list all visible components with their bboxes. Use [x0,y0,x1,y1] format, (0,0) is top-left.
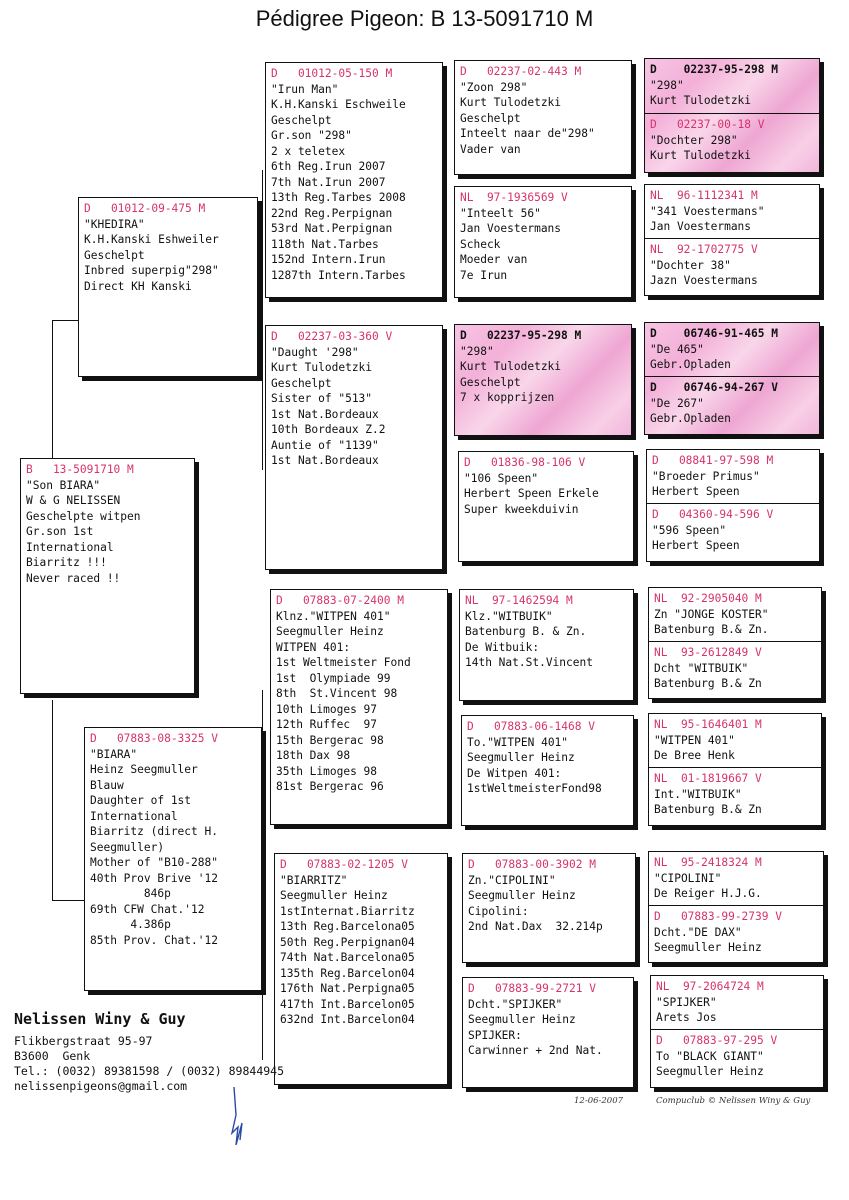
pedigree-ancestor-bottom [651,1029,823,1087]
pigeon-info-line: Biarritz (direct H. [90,825,218,838]
ring-number: D 07883-02-1205 V [280,858,408,871]
ring-number: D 07883-06-1468 V [467,720,595,733]
pigeon-info-line: Jan Voestermans [650,220,752,233]
pigeon-info-line: 74th Nat.Barcelona05 [280,951,415,964]
pigeon-info-line: "CIPOLINI" [654,871,722,885]
pigeon-info-line: "298" [460,344,494,358]
signature-mark [222,1085,252,1165]
pigeon-info-line: Geschelpte witpen [26,509,141,523]
pedigree-ancestor-top [645,59,819,113]
pigeon-info-line: "596 Speen" [652,523,727,537]
pigeon-info-line: Kurt Tulodetzki [460,360,562,373]
pigeon-info-line: Heinz Seegmuller [90,763,198,776]
pigeon-info-line: "SPIJKER" [656,995,717,1009]
pigeon-info-line: K.H.Kanski Eshweiler [84,233,219,246]
pedigree-ancestor-bottom [649,641,821,698]
pigeon-info-line: 10th Bordeaux Z.2 [271,423,386,436]
pigeon-info-line: 1st Nat.Bordeaux [271,454,379,467]
pigeon-info-line: 1st Olympiade 99 [276,671,391,685]
pigeon-info-line: 13th Reg.Tarbes 2008 [271,191,406,204]
pedigree-sss-box [454,60,632,175]
pigeon-info-line: 69th CFW Chat.'12 [90,902,205,916]
pigeon-info-line: "Zoon 298" [460,80,528,94]
pigeon-info-line: 8th St.Vincent 98 [276,687,398,700]
pigeon-info-line: Zn "JONGE KOSTER" [654,607,769,621]
owner-name: Nelissen Winy & Guy [14,1010,186,1028]
pigeon-info-line: 13th Reg.Barcelona05 [280,920,415,933]
ring-number: NL 96-1112341 M [650,189,758,202]
pigeon-info-line: "Irun Man" [271,82,339,96]
pedigree-g4-box [646,449,820,562]
owner-city-line: B3600 Genk [14,1049,91,1063]
pigeon-info-line: Geschelpt [271,113,332,127]
ring-number: NL 92-2905040 M [654,592,762,605]
pigeon-info-line: 846p [90,887,171,900]
pigeon-info-line: Seegmuller Heinz [467,751,575,764]
pigeon-info-line: Jan Voestermans [460,222,562,235]
ring-number: D 07883-99-2721 V [468,982,596,995]
pigeon-info-line: "BIARRITZ" [280,873,348,887]
pigeon-info-line: 6th Reg.Irun 2007 [271,160,386,173]
connector-line [52,900,84,901]
pedigree-ss-box [265,62,443,298]
ring-number: D 01012-05-150 M [271,67,393,80]
ring-number: NL 92-1702775 V [650,243,758,256]
pigeon-info-line: Arets Jos [656,1011,717,1024]
ring-number: D 02237-00-18 V [650,118,765,131]
pigeon-info-line: Sister of "513" [271,392,373,405]
pigeon-info-line: Geschelpt [460,375,521,389]
pigeon-info-line: To."WITPEN 401" [467,735,569,749]
pedigree-ancestor-bottom [649,767,821,825]
pigeon-info-line: Seegmuller Heinz [468,1013,576,1026]
pigeon-info-line: Gebr.Opladen [650,412,731,425]
pigeon-info-line: Dcht "WITBUIK" [654,661,749,675]
pigeon-info-line: 1st Nat.Bordeaux [271,407,379,421]
pedigree-ancestor-bottom [645,238,819,295]
pedigree-sds-box [454,324,632,436]
ring-number: NL 95-2418324 M [654,856,762,869]
pigeon-info-line: "De 465" [650,342,704,356]
pedigree-ancestor-bottom [647,503,819,561]
pedigree-dds-box [462,853,636,963]
pedigree-ddd-box [462,977,634,1088]
pigeon-info-line: "Broeder Primus" [652,469,760,483]
pedigree-ancestor-bottom [645,113,819,172]
pigeon-info-line: Seegmuller Heinz [654,941,762,954]
pigeon-info-line: Jazn Voestermans [650,274,758,287]
pigeon-info-line: De Witbuik: [465,640,540,654]
footer-credit: Compuclub © Nelissen Winy & Guy [656,1096,811,1106]
pedigree-g5-box [648,587,822,699]
pedigree-sire-box [78,197,258,377]
pigeon-info-line: Super kweekduivin [464,502,579,516]
pedigree-ancestor-top [645,323,819,376]
pigeon-info-line: "BIARA" [90,747,138,761]
pigeon-info-line: 4.386p [90,918,171,931]
pigeon-info-line: 2 x teletex [271,144,346,158]
connector-line [52,320,78,321]
pigeon-info-line: Geschelpt [460,111,521,125]
footer-date: 12-06-2007 [574,1096,624,1106]
pedigree-ancestor-top [651,976,823,1029]
pigeon-info-line: SPIJKER: [468,1028,522,1042]
pigeon-info-line: 632nd Int.Barcelon04 [280,1013,415,1026]
pigeon-info-line: K.H.Kanski Eschweile [271,98,406,111]
ring-number: D 08841-97-598 M [652,454,774,467]
pigeon-info-line: Cipolini: [468,904,529,918]
ring-number: NL 97-1462594 M [465,594,573,607]
owner-address-line: Flikbergstraat 95-97 [14,1034,153,1048]
pigeon-info-line: Seegmuller Heinz [276,625,384,638]
pigeon-info-line: Kurt Tulodetzki [271,361,373,374]
pigeon-info-line: Herbert Speen Erkele [464,487,599,500]
pedigree-g2-box [644,184,820,296]
pigeon-info-line: De Witpen 401: [467,766,562,780]
pigeon-info-line: Blauw [90,778,124,792]
pigeon-info-line: 135th Reg.Barcelon04 [280,966,415,980]
pigeon-info-line: Daughter of 1st [90,794,192,807]
ring-number: D 04360-94-596 V [652,508,774,521]
pigeon-info-line: Batenburg B.& Zn. [654,623,769,636]
pigeon-info-line: Kurt Tulodetzki [460,96,562,109]
pigeon-info-line: "KHEDIRA" [84,217,145,231]
pedigree-subject-box [20,458,195,694]
pedigree-dss-box [459,589,634,701]
pigeon-info-line: Biarritz !!! [26,556,107,569]
pigeon-info-line: 7th Nat.Irun 2007 [271,175,386,189]
pigeon-info-line: 18th Dax 98 [276,749,351,762]
pigeon-info-line: 22nd Reg.Perpignan [271,206,393,220]
pigeon-info-line: 81st Bergerac 96 [276,780,384,793]
pigeon-info-line: Seegmuller Heinz [280,889,388,902]
pigeon-info-line: 35th Limoges 98 [276,764,378,778]
pigeon-info-line: 53rd Nat.Perpignan [271,222,393,235]
pedigree-sd-box [265,325,443,570]
pigeon-info-line: "WITPEN 401" [654,733,735,747]
pigeon-info-line: 40th Prov Brive '12 [90,871,218,885]
pigeon-info-line: Kurt Tulodetzki [650,94,752,107]
pedigree-ancestor-top [649,588,821,641]
pigeon-info-line: De Bree Henk [654,749,735,762]
ring-number: NL 95-1646401 M [654,718,762,731]
ring-number: D 02237-02-443 M [460,65,582,78]
pigeon-info-line: Geschelpt [84,248,145,262]
pigeon-info-line: "Son BIARA" [26,478,101,492]
page-title: Pédigree Pigeon: B 13-5091710 M [255,6,594,31]
connector-line [262,170,263,470]
pigeon-info-line: Carwinner + 2nd Nat. [468,1044,603,1057]
pigeon-info-line: "Dochter 38" [650,258,731,272]
pigeon-info-line: To "BLACK GIANT" [656,1049,764,1063]
pigeon-info-line: 1stInternat.Biarritz [280,904,415,918]
pedigree-ancestor-top [649,852,823,905]
pigeon-info-line: "Dochter 298" [650,133,738,147]
pedigree-ds-box [270,589,448,825]
pedigree-sdd-box [458,451,634,562]
pigeon-info-line: "Inteelt 56" [460,206,541,220]
pigeon-info-line: "106 Speen" [464,471,539,485]
ring-number: D 01012-09-475 M [84,202,206,215]
ring-number: D 07883-08-3325 V [90,732,218,745]
ring-number: D 07883-07-2400 M [276,594,404,607]
pedigree-g8-box [650,975,824,1088]
connector-line [262,690,263,1060]
pigeon-info-line: De Reiger H.J.G. [654,887,762,900]
pedigree-ssd-box [454,186,632,298]
ring-number: D 07883-97-295 V [656,1034,778,1047]
pedigree-ancestor-top [649,714,821,767]
pigeon-info-line: Int."WITBUIK" [654,787,742,801]
ring-number: NL 97-2064724 M [656,980,764,993]
pedigree-g7-box [648,851,824,963]
pigeon-info-line: 14th Nat.St.Vincent [465,656,593,669]
pigeon-info-line: Batenburg B.& Zn [654,677,762,690]
pigeon-info-line: Herbert Speen [652,539,740,552]
pigeon-info-line: 176th Nat.Perpigna05 [280,982,415,995]
pigeon-info-line: Inteelt naar de"298" [460,127,595,140]
pigeon-info-line: Vader van [460,142,521,156]
pedigree-ancestor-bottom [645,376,819,434]
pigeon-info-line: Geschelpt [271,376,332,390]
ring-number: D 02237-95-298 M [650,63,778,76]
ring-number: D 07883-00-3902 M [468,858,596,871]
pigeon-info-line: 50th Reg.Perpignan04 [280,935,415,949]
pigeon-info-line: Scheck [460,237,501,251]
pigeon-info-line: Zn."CIPOLINI" [468,873,556,887]
ring-number: NL 01-1819667 V [654,772,762,785]
ring-number: D 07883-99-2739 V [654,910,782,923]
pigeon-info-line: International [90,809,178,823]
connector-line [52,700,53,900]
pedigree-ancestor-top [647,450,819,503]
pigeon-info-line: "Daught '298" [271,345,359,359]
pigeon-info-line: Direct KH Kanski [84,279,192,293]
pigeon-info-line: 1287th Intern.Tarbes [271,268,406,282]
pedigree-g3-box [644,322,820,435]
pigeon-info-line: Gr.son 1st [26,525,94,538]
pigeon-info-line: Seegmuller Heinz [656,1065,764,1078]
pigeon-info-line: 10th Limoges 97 [276,702,378,716]
pigeon-info-line: Batenburg B.& Zn [654,803,762,816]
pedigree-ancestor-top [645,185,819,238]
pedigree-g1-box [644,58,820,173]
pigeon-info-line: 2nd Nat.Dax 32.214p [468,920,603,933]
pigeon-info-line: Moeder van [460,253,528,266]
pigeon-info-line: WITPEN 401: [276,640,351,654]
pigeon-info-line: 417th Int.Barcelon05 [280,997,415,1011]
pigeon-info-line: International [26,540,114,554]
ring-number: D 01836-98-106 V [464,456,586,469]
ring-number: B 13-5091710 M [26,463,134,476]
pigeon-info-line: Mother of "B10-288" [90,856,218,869]
pigeon-info-line: "341 Voestermans" [650,204,765,218]
pigeon-info-line: Herbert Speen [652,485,740,498]
ring-number: NL 97-1936569 V [460,191,568,204]
connector-line [52,320,53,460]
pigeon-info-line: Gr.son "298" [271,129,352,142]
pigeon-info-line: Kurt Tulodetzki [650,149,752,162]
ring-number: D 02237-95-298 M [460,329,582,342]
pigeon-info-line: Klnz."WITPEN 401" [276,609,391,623]
pigeon-info-line: W & G NELISSEN [26,494,121,507]
owner-phone-line: Tel.: (0032) 89381598 / (0032) 89844945 [14,1064,285,1078]
pigeon-info-line: 15th Bergerac 98 [276,733,384,747]
pigeon-info-line: 7 x kopprijzen [460,391,555,404]
pedigree-g6-box [648,713,822,826]
ring-number: NL 93-2612849 V [654,646,762,659]
pedigree-ancestor-bottom [649,905,823,962]
pedigree-dam-box [84,727,262,991]
owner-block [14,1010,284,1094]
pigeon-info-line: Seegmuller) [90,840,165,854]
ring-number: D 02237-03-360 V [271,330,393,343]
pigeon-info-line: Klz."WITBUIK" [465,609,553,623]
pigeon-info-line: Batenburg B. & Zn. [465,625,587,638]
pigeon-info-line: 85th Prov. Chat.'12 [90,933,218,947]
pigeon-info-line: Auntie of "1139" [271,438,379,452]
pedigree-dsd-box [461,715,634,826]
ring-number: D 06746-91-465 M [650,327,778,340]
pigeon-info-line: Dcht."SPIJKER" [468,997,563,1011]
pigeon-info-line: "298" [650,78,684,92]
owner-email-link[interactable]: nelissenpigeons@gmail.com [14,1079,188,1093]
ring-number: D 06746-94-267 V [650,381,778,394]
pigeon-info-line: 12th Ruffec 97 [276,718,378,731]
pigeon-info-line: "De 267" [650,396,704,410]
pigeon-info-line: 1stWeltmeisterFond98 [467,782,602,795]
pigeon-info-line: 7e Irun [460,268,508,282]
pigeon-info-line: 118th Nat.Tarbes [271,237,379,251]
pigeon-info-line: Gebr.Opladen [650,358,731,371]
pigeon-info-line: Never raced !! [26,571,121,585]
pigeon-info-line: 152nd Intern.Irun [271,253,386,266]
pigeon-info-line: 1st Weltmeister Fond [276,656,411,669]
pigeon-info-line: Dcht."DE DAX" [654,925,742,939]
pedigree-dd-box [274,853,448,1085]
pigeon-info-line: Seegmuller Heinz [468,889,576,902]
pigeon-info-line: Inbred superpig"298" [84,264,219,277]
